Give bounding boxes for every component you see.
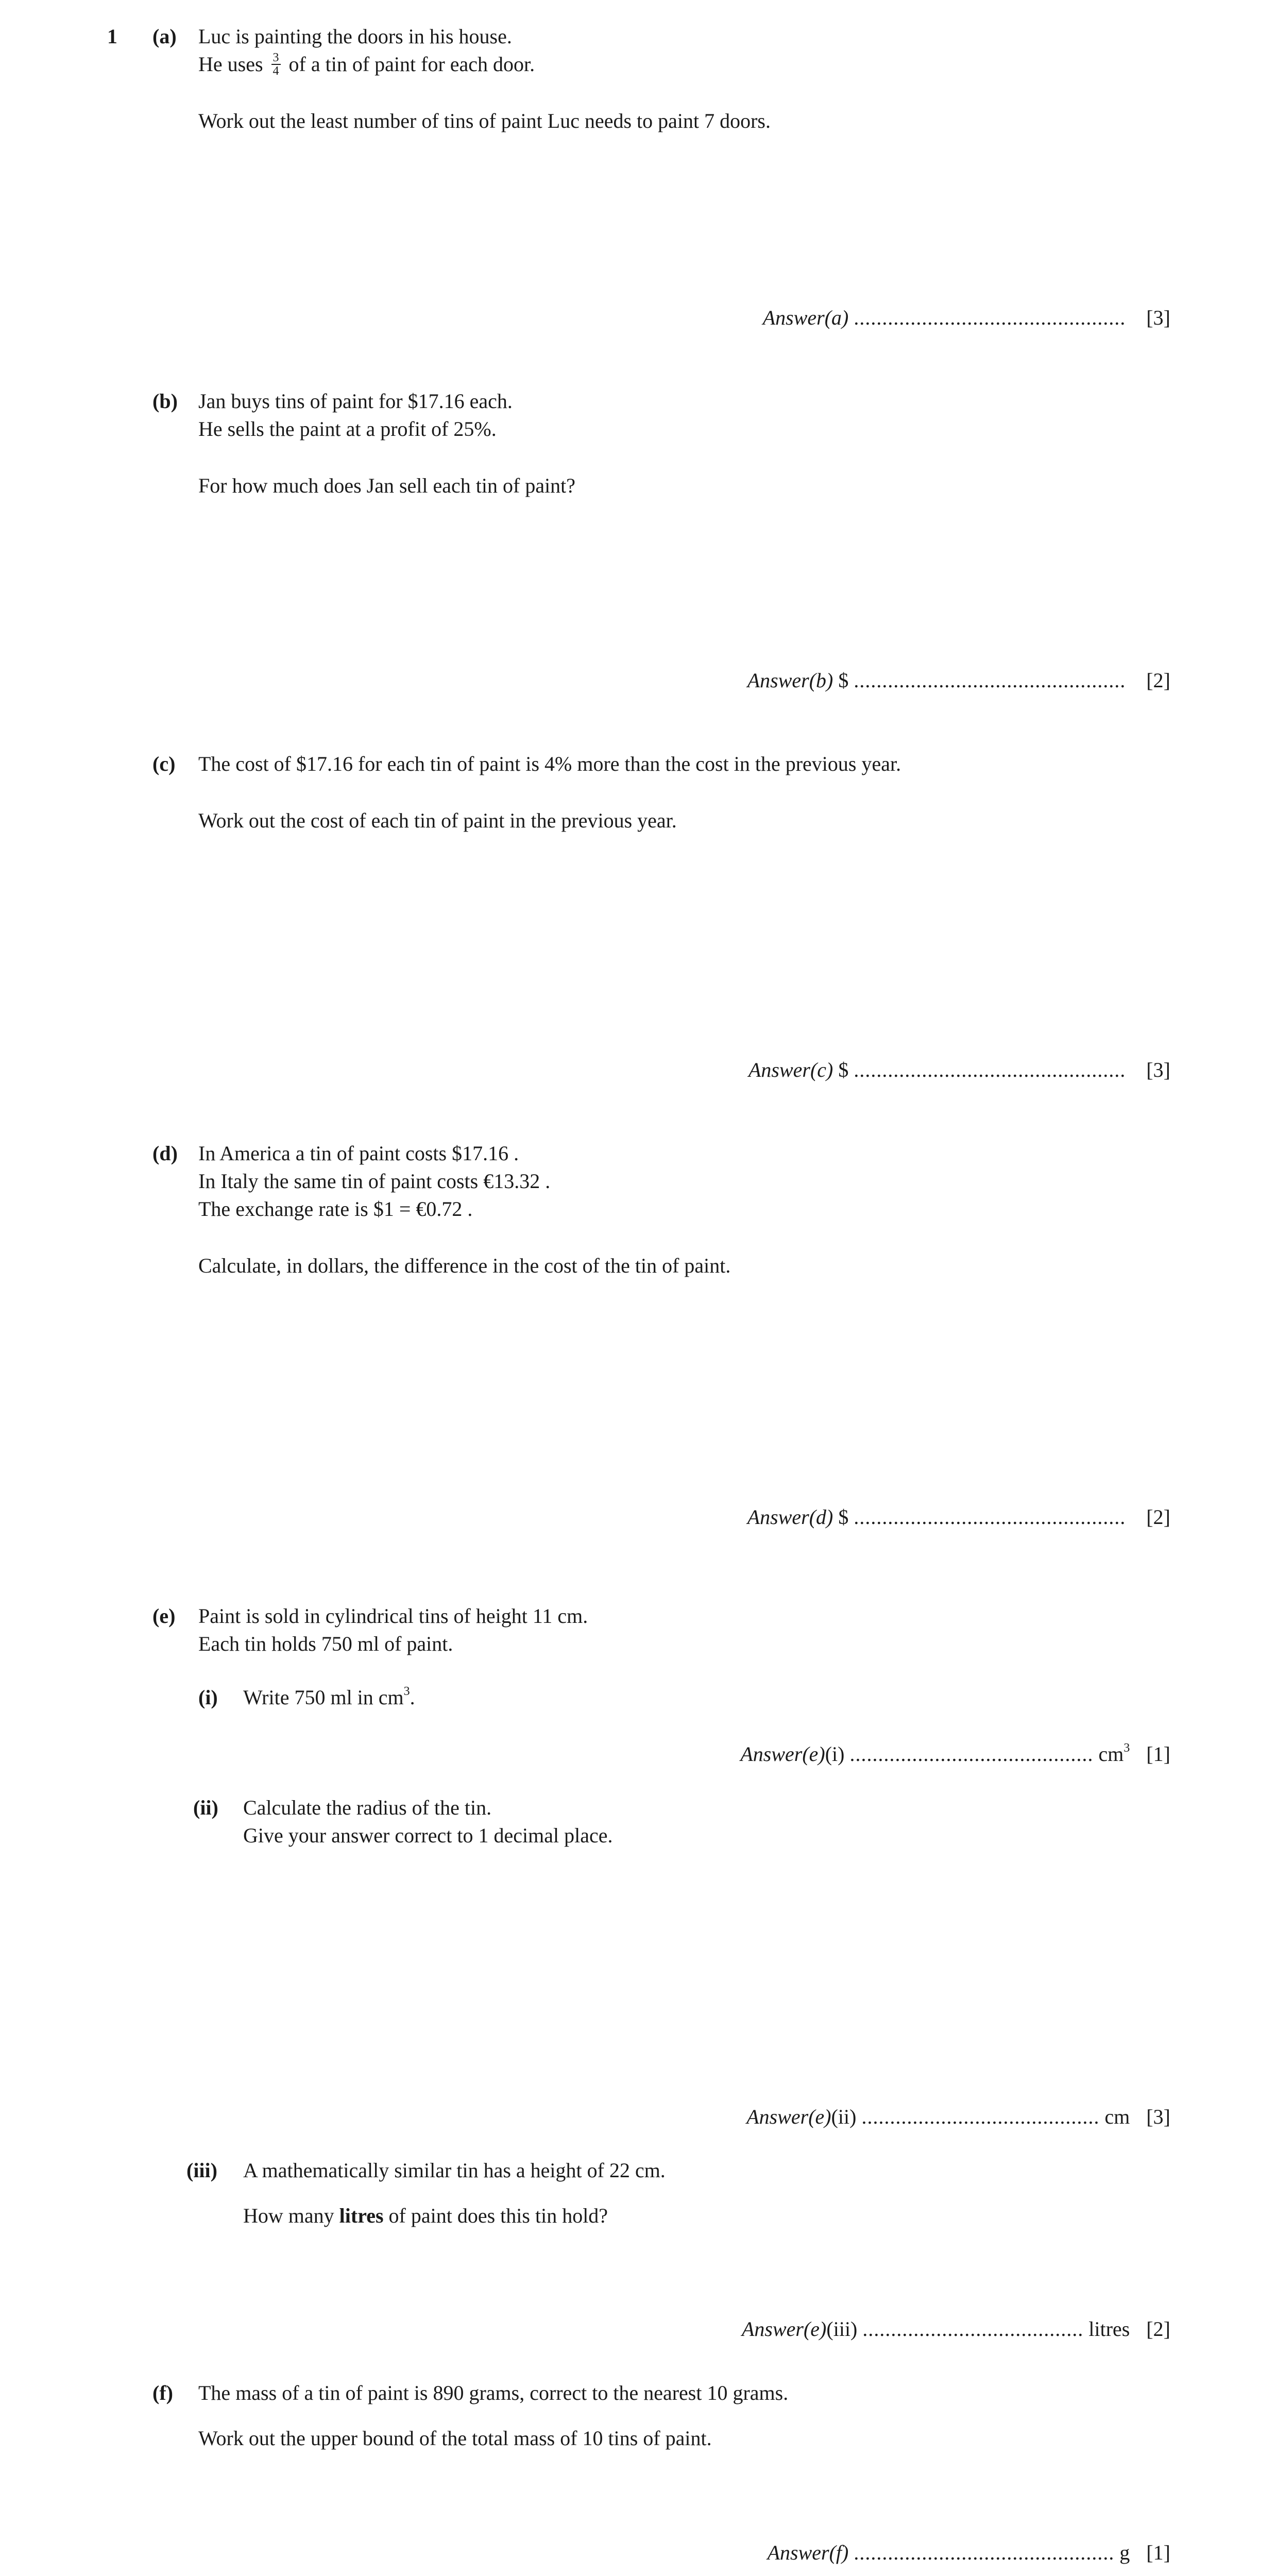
part-e-i-label: (i) xyxy=(198,1686,218,1709)
answer-e-ii-label-main: Answer(e) xyxy=(746,2105,831,2128)
answer-c-label: Answer(c) xyxy=(748,1058,833,1081)
part-e-line2: Each tin holds 750 ml of paint. xyxy=(198,1632,453,1655)
answer-a-line[interactable]: ................................................ xyxy=(854,306,1126,329)
answer-d-marks: [2] xyxy=(1146,1505,1170,1529)
part-e-iii-task-bold: litres xyxy=(339,2204,384,2227)
answer-b xyxy=(747,668,1170,693)
part-e-iii-task-post: of paint does this tin hold? xyxy=(388,2204,608,2227)
answer-e-ii-unit: cm xyxy=(1104,2105,1130,2128)
answer-b-line[interactable]: ................................................ xyxy=(854,669,1126,692)
answer-d-currency: $ xyxy=(838,1505,849,1529)
answer-e-i-unit-sup: 3 xyxy=(1123,1741,1130,1755)
answer-d-line[interactable]: ................................................ xyxy=(854,1505,1126,1529)
answer-e-ii-label xyxy=(746,2105,856,2128)
part-e-label: (e) xyxy=(152,1604,176,1628)
part-e-i-text-pre: Write 750 ml in cm xyxy=(243,1686,404,1709)
fraction-numerator: 3 xyxy=(271,52,281,65)
part-c-label: (c) xyxy=(152,752,176,775)
part-a-line2-pre: He uses xyxy=(198,53,263,76)
answer-e-iii-marks: [2] xyxy=(1146,2317,1170,2341)
part-b-line1: Jan buys tins of paint for $17.16 each. xyxy=(198,389,513,413)
answer-e-i-marks: [1] xyxy=(1146,1742,1170,1766)
answer-b-label: Answer(b) xyxy=(747,669,833,692)
part-e-i-text xyxy=(243,1685,415,1710)
answer-e-ii-marks: [3] xyxy=(1146,2105,1170,2128)
answer-a-marks: [3] xyxy=(1146,306,1170,329)
part-f-label: (f) xyxy=(152,2381,173,2404)
answer-e-i-label xyxy=(740,1742,844,1766)
part-d-task: Calculate, in dollars, the difference in the cost of the tin of paint. xyxy=(198,1254,731,1277)
answer-e-i-unit-text: cm xyxy=(1098,1742,1124,1766)
part-a-label: (a) xyxy=(152,25,177,48)
part-e-iii-label: (iii) xyxy=(186,2159,217,2182)
part-f-line1: The mass of a tin of paint is 890 grams, correct to the nearest 10 grams. xyxy=(198,2381,789,2404)
answer-b-marks: [2] xyxy=(1146,669,1170,692)
answer-f-line[interactable]: .............................................. xyxy=(854,2541,1115,2564)
part-e-ii-line1: Calculate the radius of the tin. xyxy=(243,1796,492,1819)
part-b-label: (b) xyxy=(152,389,178,413)
part-e-i-text-post: . xyxy=(410,1686,415,1709)
answer-f-label: Answer(f) xyxy=(767,2541,849,2564)
part-d-label: (d) xyxy=(152,1142,178,1165)
answer-e-ii-line[interactable]: .......................................... xyxy=(861,2105,1100,2128)
part-e-ii-label: (ii) xyxy=(193,1796,218,1819)
part-b-task: For how much does Jan sell each tin of paint? xyxy=(198,474,576,497)
answer-a xyxy=(763,305,1170,331)
part-d-line2: In Italy the same tin of paint costs €13.32 . xyxy=(198,1170,551,1193)
answer-e-i-label-roman: (i) xyxy=(825,1742,845,1766)
answer-e-i-unit xyxy=(1098,1742,1130,1766)
answer-e-iii xyxy=(742,2316,1170,2342)
answer-f xyxy=(768,2540,1170,2566)
part-a-line2 xyxy=(198,52,535,79)
answer-d xyxy=(747,1504,1170,1530)
answer-c-line[interactable]: ................................................ xyxy=(854,1058,1126,1081)
part-c-line1: The cost of $17.16 for each tin of paint is 4% more than the cost in the previous year. xyxy=(198,752,901,775)
part-e-iii-task-pre: How many xyxy=(243,2204,334,2227)
question-number: 1 xyxy=(107,25,117,48)
answer-d-label: Answer(d) xyxy=(747,1505,833,1529)
part-a-line2-post: of a tin of paint for each door. xyxy=(288,53,535,76)
part-f-task: Work out the upper bound of the total mass of 10 tins of paint. xyxy=(198,2427,712,2450)
part-e-i-sup: 3 xyxy=(403,1684,410,1698)
answer-e-iii-label-roman: (iii) xyxy=(826,2317,858,2341)
answer-e-i-line[interactable]: ........................................... xyxy=(849,1742,1094,1766)
answer-e-iii-unit: litres xyxy=(1088,2317,1130,2341)
answer-c-marks: [3] xyxy=(1146,1058,1170,1081)
answer-c xyxy=(748,1057,1170,1083)
part-d-line3: The exchange rate is $1 = €0.72 . xyxy=(198,1197,473,1221)
part-d-line1: In America a tin of paint costs $17.16 . xyxy=(198,1142,519,1165)
part-c-task: Work out the cost of each tin of paint in the previous year. xyxy=(198,809,677,832)
part-e-line1: Paint is sold in cylindrical tins of height 11 cm. xyxy=(198,1604,588,1628)
fraction-denominator: 4 xyxy=(272,64,279,78)
answer-e-ii-label-roman: (ii) xyxy=(831,2105,857,2128)
part-a-task: Work out the least number of tins of paint Luc needs to paint 7 doors. xyxy=(198,109,771,132)
part-e-iii-task xyxy=(243,2203,608,2229)
part-e-iii-line1: A mathematically similar tin has a height of 22 cm. xyxy=(243,2159,666,2182)
answer-e-iii-line[interactable]: ....................................... xyxy=(862,2317,1084,2341)
answer-f-unit: g xyxy=(1119,2541,1130,2564)
answer-e-i-label-main: Answer(e) xyxy=(740,1742,825,1766)
part-b-line2: He sells the paint at a profit of 25%. xyxy=(198,417,497,440)
answer-a-label: Answer(a) xyxy=(762,306,849,329)
fraction xyxy=(271,52,281,77)
answer-b-currency: $ xyxy=(838,669,849,692)
answer-e-i xyxy=(740,1741,1170,1767)
answer-e-iii-label-main: Answer(e) xyxy=(741,2317,827,2341)
part-e-ii-line2: Give your answer correct to 1 decimal place. xyxy=(243,1824,613,1847)
answer-e-ii xyxy=(746,2104,1170,2130)
part-a-line1: Luc is painting the doors in his house. xyxy=(198,25,512,48)
answer-e-iii-label xyxy=(742,2317,857,2341)
answer-c-currency: $ xyxy=(838,1058,849,1081)
answer-f-marks: [1] xyxy=(1146,2541,1170,2564)
